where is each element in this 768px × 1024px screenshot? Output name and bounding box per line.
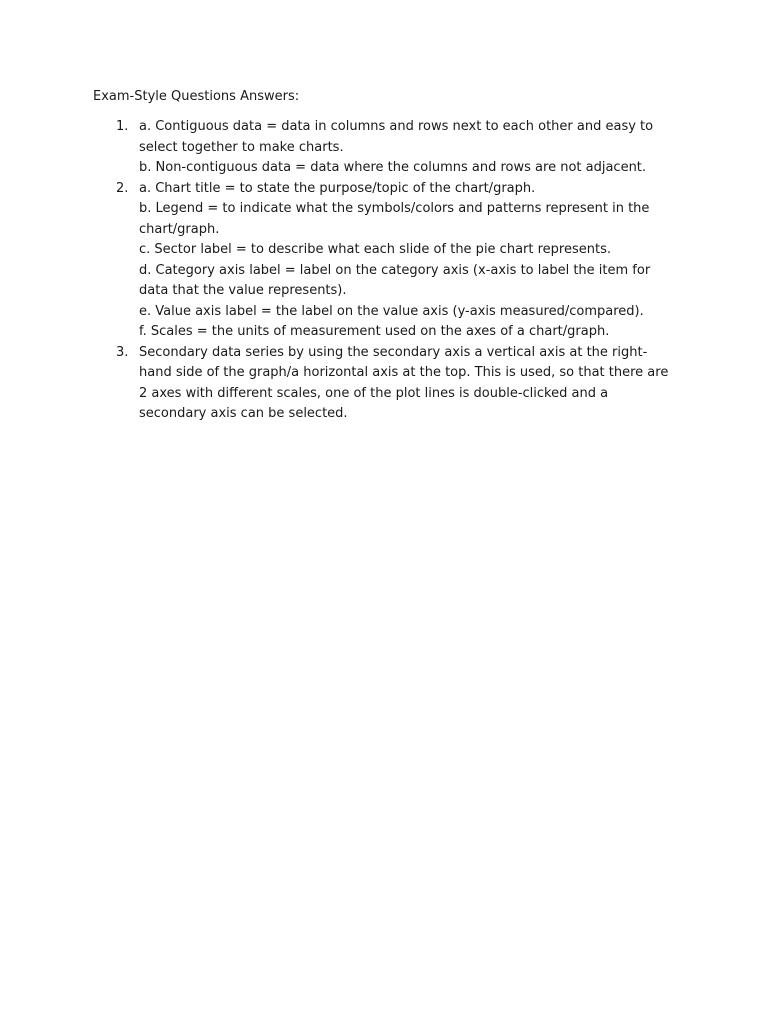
answer-number: 3. — [116, 344, 129, 360]
answer-number: 2. — [116, 180, 129, 196]
answer-line: a. Chart title = to state the purpose/topic of the chart/graph. — [139, 180, 536, 196]
answer-line: e. Value axis label = the label on the value axis (y-axis measured/compared). — [139, 303, 644, 319]
document-heading: Exam-Style Questions Answers: — [93, 89, 300, 104]
answer-item-1 — [93, 117, 683, 179]
answer-line: b. Non-contiguous data = data where the columns and rows are not adjacent. — [139, 160, 647, 175]
answer-item-2 — [93, 179, 683, 343]
answer-line: c. Sector label = to describe what each slide of the pie chart represents. — [139, 242, 611, 257]
answer-line: f. Scales = the units of measurement used on the axes of a chart/graph. — [139, 324, 610, 339]
answer-number: 1. — [116, 119, 129, 134]
answer-line: d. Category axis label = label on the category axis (x-axis to label the item for data that the value represents). — [139, 262, 651, 298]
answer-line: Secondary data series by using the secondary axis a vertical axis at the right-hand side of the graph/a horizontal axis at the top. This is used, so that there are 2 axes with different scales, one of the plot lines is double-clicked and a secondary axis can be selected. — [139, 344, 669, 421]
answer-line: b. Legend = to indicate what the symbols/colors and patterns represent in the chart/graph. — [139, 201, 650, 237]
answers-list — [93, 117, 683, 425]
answer-line: a. Contiguous data = data in columns and rows next to each other and easy to select together to make charts. — [139, 119, 654, 155]
answer-item-3 — [93, 343, 683, 425]
